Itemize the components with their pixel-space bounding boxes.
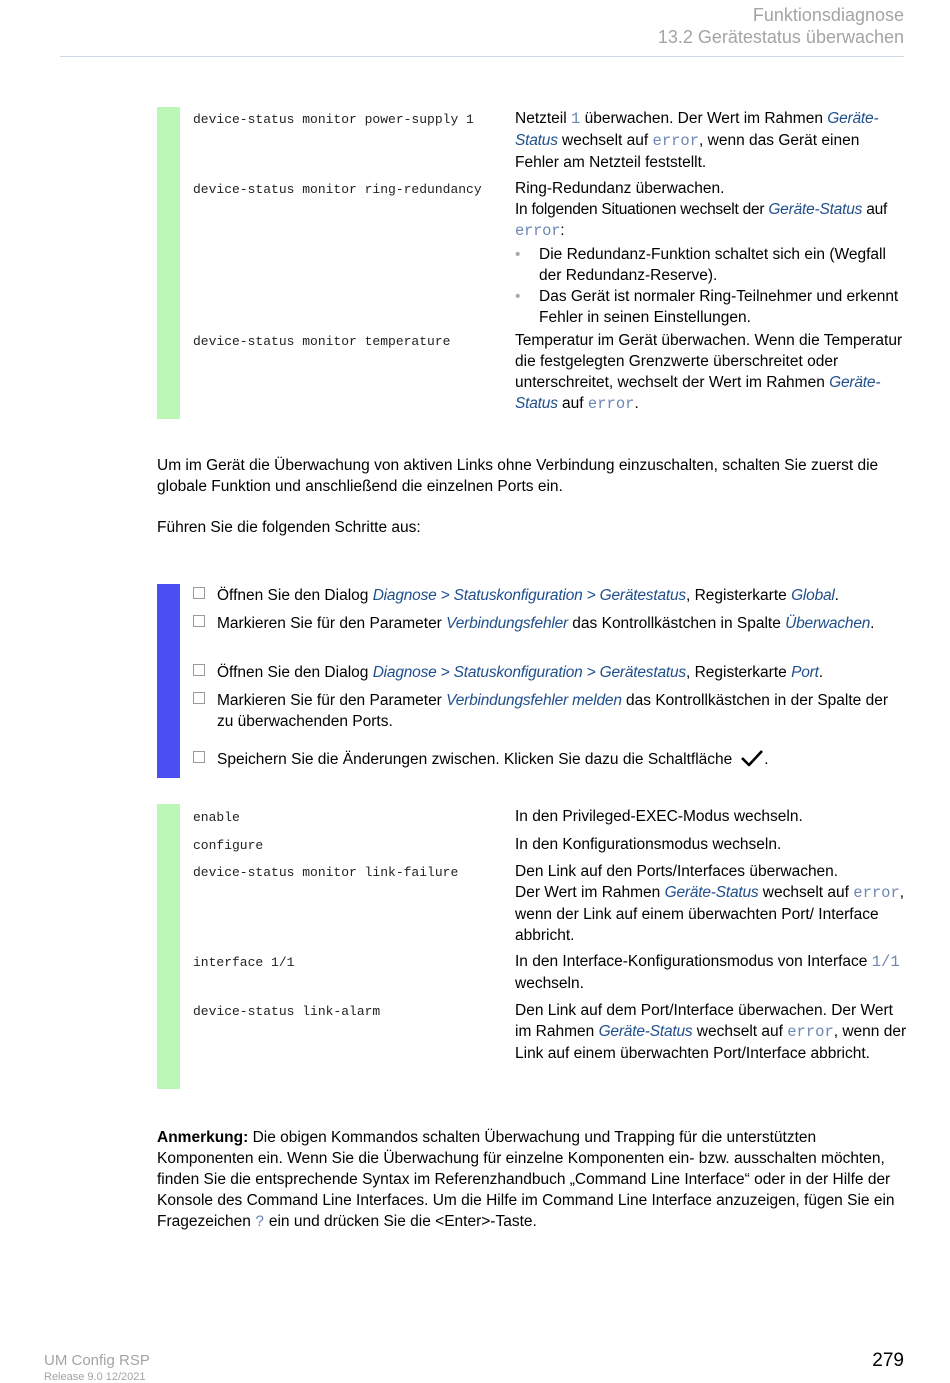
step-checkbox-icon (193, 692, 205, 704)
command-cell: device-status monitor temperature (193, 334, 451, 349)
procedure-step: Markieren Sie für den Parameter Verbindungsfehler das Kontrollkästchen in Spalte Überwachen. (193, 613, 908, 634)
procedure-step: Speichern Sie die Änderungen zwischen. Klicken Sie dazu die Schaltfläche . (193, 749, 908, 770)
command-cell: enable (193, 810, 240, 825)
steps-intro: Führen Sie die folgenden Schritte aus: (157, 519, 421, 536)
ui-term: Port (791, 664, 819, 681)
command-table-2-bar (157, 804, 180, 1089)
code-value: ? (255, 1213, 265, 1231)
description-cell: In den Privileged-EXEC-Modus wechseln. (515, 808, 803, 825)
footer-release: Release 9.0 12/2021 (44, 1371, 146, 1383)
header-rule (60, 56, 904, 57)
procedure-step: Öffnen Sie den Dialog Diagnose > Statuskonfiguration > Gerätestatus, Registerkarte Port. (193, 662, 908, 683)
checkmark-icon (740, 749, 764, 767)
intro-paragraph: Um im Gerät die Überwachung von aktiven Links ohne Verbindung einzuschalten, schalten Sie zuerst die globale Funktion und anschließend die einzelnen Ports ein. (157, 457, 879, 495)
command-cell: interface 1/1 (193, 955, 295, 970)
command-cell: device-status monitor power-supply 1 (193, 112, 474, 127)
ui-term: Geräte-Status (515, 110, 879, 149)
description-cell: Temperatur im Gerät überwachen. Wenn die Temperatur die festgelegten Grenzwerte überschreitet oder unterschreitet, wechselt der Wert im Rahmen Geräte-Status auf error. (515, 332, 903, 413)
ui-term: Geräte-Status (768, 201, 863, 218)
description-cell: Netzteil 1 überwachen. Der Wert im Rahmen Geräte-Status wechselt auf error, wenn das Gerät einen Fehler am Netzteil feststellt. (515, 110, 879, 171)
code-value: error (587, 395, 635, 413)
command-cell: device-status monitor link-failure (193, 865, 459, 880)
procedure-step: Markieren Sie für den Parameter Verbindungsfehler melden das Kontrollkästchen in der Spalte der zu überwachenden Ports. (193, 690, 908, 732)
step-checkbox-icon (193, 664, 205, 676)
step-checkbox-icon (193, 587, 205, 599)
ui-term: Geräte-Status (515, 374, 881, 412)
ui-term: Diagnose > Statuskonfiguration > Gerätestatus (372, 587, 686, 604)
running-header (658, 4, 904, 48)
command-table-1-bar (157, 107, 180, 419)
ui-term: Geräte-Status (598, 1023, 693, 1040)
list-item: • Das Gerät ist normaler Ring-Teilnehmer und erkennt Fehler in seinen Einstellungen. (515, 286, 907, 328)
description-cell: In den Interface-Konfigurationsmodus von Interface 1/1 wechseln. (515, 953, 900, 992)
header-section: 13.2 Gerätestatus überwachen (657, 27, 904, 47)
code-value: error (853, 884, 900, 902)
description-cell: In den Konfigurationsmodus wechseln. (515, 836, 782, 853)
procedure-bar (157, 584, 180, 778)
procedure-step: Öffnen Sie den Dialog Diagnose > Statuskonfiguration > Gerätestatus, Registerkarte Global. (193, 585, 908, 606)
footer-doc-title: UM Config RSP (44, 1352, 150, 1369)
ui-term: Geräte-Status (664, 884, 759, 901)
code-value: error (787, 1023, 834, 1041)
bullet-list (515, 244, 907, 328)
list-item: • Die Redundanz-Funktion schaltet sich ein (Wegfall der Redundanz-Reserve). (515, 244, 907, 286)
description-cell: Den Link auf dem Port/Interface überwachen. Der Wert im Rahmen Geräte-Status wechselt auf error, wenn der Link auf einem überwachten Port/Interface abbricht. (515, 1002, 907, 1062)
page-number: 279 (872, 1350, 904, 1371)
ui-term: Verbindungsfehler melden (446, 692, 622, 709)
command-cell: device-status monitor ring-redundancy (193, 182, 482, 197)
header-chapter: Funktionsdiagnose (752, 5, 904, 25)
note-paragraph: Anmerkung: Die obigen Kommandos schalten Überwachung und Trapping für die unterstützten Komponenten ein. Wenn Sie die Überwachung für einzelne Komponenten ein- bzw. ausschalten möchten, finden Sie die entsprechende Syntax im Referenzhandbuch „Command Line Interface“ oder in der Hilfe der Konsole des Command Line Interfaces. Um die Hilfe im Command Line Interface anzuzeigen, fügen Sie ein Fragezeichen ? ein und drücken Sie die <Enter>-Taste. (157, 1129, 895, 1231)
command-cell: configure (193, 838, 264, 853)
code-value: error (515, 222, 561, 240)
ui-term: Verbindungsfehler (446, 615, 568, 632)
note-label: Anmerkung: (157, 1129, 249, 1146)
step-checkbox-icon (193, 615, 205, 627)
step-checkbox-icon (193, 751, 205, 763)
code-value: 1 (571, 110, 581, 128)
command-cell: device-status link-alarm (193, 1004, 381, 1019)
code-value: error (652, 132, 700, 150)
ui-term: Überwachen (785, 615, 871, 632)
description-cell: Den Link auf den Ports/Interfaces überwachen. Der Wert im Rahmen Geräte-Status wechselt auf error, wenn der Link auf einem überwachten Port/ Interface abbricht. (515, 863, 905, 944)
code-value: 1/1 (871, 953, 900, 971)
ui-term: Diagnose > Statuskonfiguration > Gerätestatus (372, 664, 686, 681)
description-cell: Ring-Redundanz überwachen. In folgenden Situationen wechselt der Geräte-Status auf error: • Die Redundanz-Funktion schaltet sich ein (Wegfall der Redundanz-Reserve). • Das Gerät ist normaler Ring-Teilnehmer und erkennt Fehler in seinen Einstellungen. (515, 178, 907, 328)
ui-term: Global (791, 587, 835, 604)
